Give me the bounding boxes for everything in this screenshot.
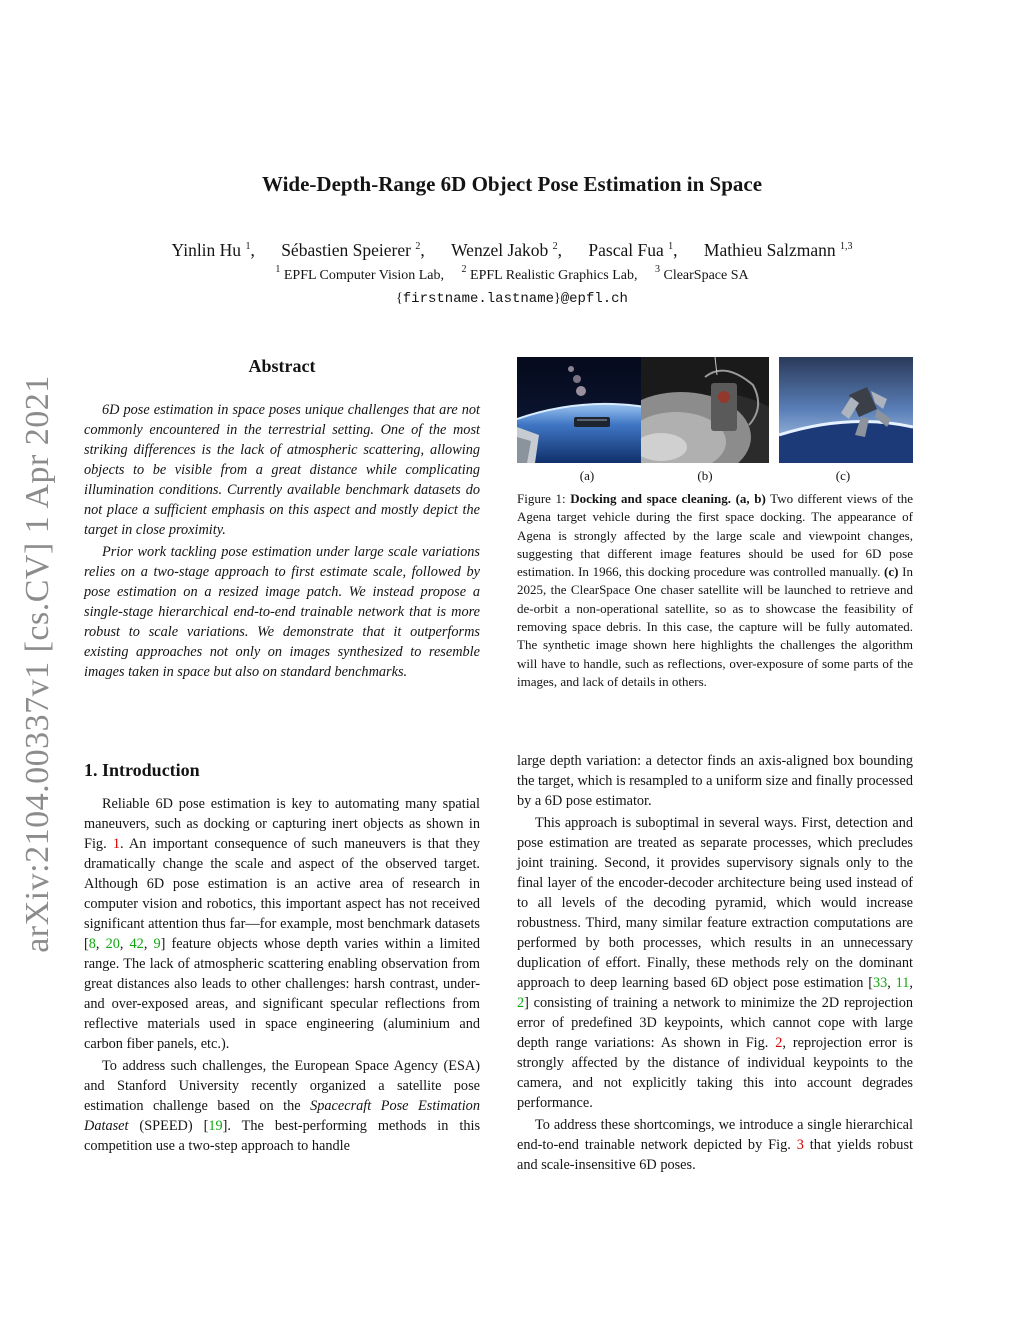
affiliation: $^3$ ClearSpace SA [654,264,749,283]
intro-paragraph: To address such challenges, the European Space Agency (ESA) and Stanford University recently organized a satellite pose estimation challenge based on the Spacecraft Pose Estimation Dataset (SPEED) [19]. The best-performing methods in this competition use a two-step approach to handle [84,1058,481,1154]
arxiv-identifier-text: arXiv:2104.00337v1 [cs.CV] 1 Apr 2021 [19,375,56,953]
author: Sébastien Speierer $^2$, [281,240,425,260]
affiliation: $^1$ EPFL Computer Vision Lab, [275,264,445,283]
author-list [0,240,1024,261]
clearspace-render-c [779,357,913,463]
figure-ref-link[interactable]: 3 [796,1137,804,1153]
body-paragraph: large depth variation: a detector finds an axis-aligned box bounding the target, which is resampled to a uniform size and finally processed by a 6D pose estimator. [517,753,913,809]
citation-link[interactable]: 19 [208,1118,223,1134]
citation-link[interactable]: 33 [872,975,888,991]
figure-1-images [517,357,913,463]
author: Pascal Fua $^1$, [588,240,678,260]
subfigure-label-b: (b) [697,468,713,483]
citation-link[interactable]: 8 [88,936,96,952]
author: Yinlin Hu $^1$, [171,240,255,260]
abstract-paragraph: 6D pose estimation in space poses unique challenges that are not commonly encountered in the terrestrial setting. One of the most striking differences is the lack of atmospheric scattering, allowing objects to be visible from a great distance while complicating illumination conditions. Currently available benchmark datasets do not place a sufficient emphasis on this aspect and mostly depict the target in close proximity. [84,402,480,538]
citation-link[interactable]: 11 [895,975,910,991]
section-heading-introduction: 1. Introduction [84,760,200,780]
body-paragraph: To address these shortcomings, we introduce a single hierarchical end-to-end trainable network depicted by Fig. 3 that yields robust and scale-insensitive 6D poses. [517,1117,913,1173]
right-column-body [517,751,913,1175]
docking-photo-a [517,357,645,463]
figure-1-caption: Figure 1: Docking and space cleaning. (a, b) Two different views of the Agena target vehicle during the first space docking. The appearance of Agena is strongly affected by the large scale and viewpoint changes, suggesting that different image features should be used for 6D pose estimation. In 1966, this docking procedure was controlled manually. (c) In 2025, the ClearSpace One chaser satellite will be launched to retrieve and de-orbit a non-operational satellite, so as to showcase the feasibility of removing space debris. In this case, the capture will be fully automated. The synthetic image shown here highlights the challenges the algorithm will have to handle, such as reflections, over-exposure of some parts of the images, and lack of details in others. [517,491,914,689]
citation-link[interactable]: 9 [153,936,161,952]
arxiv-identifier [14,365,62,963]
paper-title: Wide-Depth-Range 6D Object Pose Estimation in Space [261,172,763,196]
figure-ref-link[interactable]: 2 [775,1035,783,1051]
citation-link[interactable]: 20 [105,936,120,952]
subfigure-label-a: (a) [579,468,595,483]
abstract-paragraph: Prior work tackling pose estimation under large scale variations relies on a two-stage approach to first estimate scale, followed by pose estimation on a resized image patch. We instead propose a single-stage hierarchical end-to-end trainable network that is more robust to scale variations. We demonstrate that it outperforms existing approaches not only on images synthesized to resemble images taken in space but also on standard benchmarks. [84,544,480,680]
abstract-heading: Abstract [248,356,316,376]
citation-link[interactable]: 42 [129,936,144,952]
author: Mathieu Salzmann $^{1,3}$ [703,240,853,260]
subfigure-label-c: (c) [835,468,851,483]
author: Wenzel Jakob $^2$, [451,240,563,260]
intro-paragraph: Reliable 6D pose estimation is key to automating many spatial maneuvers, such as docking or capturing inert objects as shown in Fig. 1. An important consequence of such maneuvers is that they dramatically change the scale and aspect of the observed target. Although 6D pose estimation is an active area of research in computer vision and robotics, this important aspect has not received significant attention thus far—for example, most benchmark datasets [8, 20, 42, 9] feature objects whose depth varies within a limited range. The lack of atmospheric scattering enabling observation from great distances also leads to other challenges: harsh contrast, under- and over-exposed areas, and significant specular reflections from reflective materials used in space engineering (aluminium and carbon fiber panels, etc.). [84,796,480,1052]
citation-link[interactable]: 2 [517,995,525,1011]
introduction-body [84,794,480,1156]
abstract-body [84,400,480,682]
figure-ref-link[interactable]: 1 [112,836,120,852]
docking-photo-b [641,357,769,463]
affiliation-list [0,264,1024,284]
affiliation: $^2$ EPFL Realistic Graphics Lab, [461,264,638,283]
body-paragraph: This approach is suboptimal in several ways. First, detection and pose estimation are treated as separate processes, which precludes joint training. Second, it provides supervisory signals only to the final layer of the encoder-decoder architecture being used instead of to all levels of the decoding pyramid, which would increase robustness. Third, many similar feature extraction computations are performed by both processes, which results in an unnecessary duplication of effort. Finally, these methods rely on the dominant approach to deep learning based 6D object pose estimation [33, 11, 2] consisting of training a network to minimize the 2D reprojection error of predefined 3D keypoints, which cannot cope with large depth range variations: As shown in Fig. 2, reprojection error is strongly affected by the distance of individual keypoints to the camera, and not explicitly taking this into account degrades performance. [517,815,913,1111]
author-email: {firstname.lastname}@epfl.ch [396,291,628,307]
